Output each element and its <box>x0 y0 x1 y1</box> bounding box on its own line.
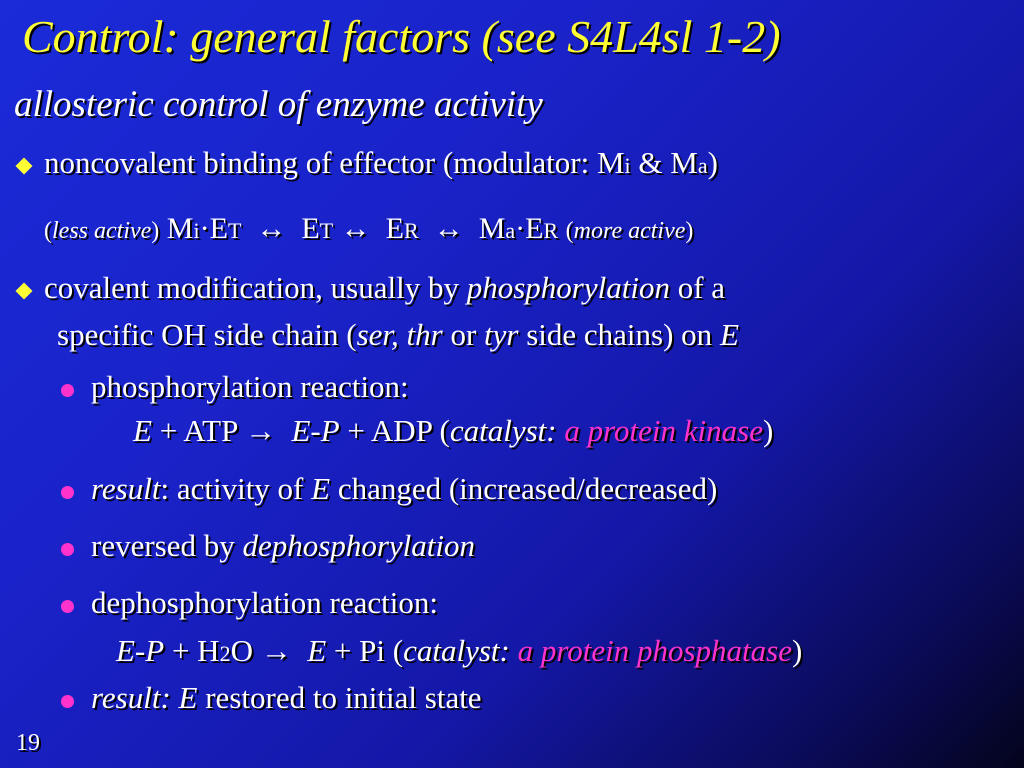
slide-title: Control: general factors (see S4L4sl 1-2) <box>22 11 781 62</box>
sub-phosphorylation-label: phosphorylation reaction: <box>91 369 409 404</box>
arrow-right-icon: → <box>260 633 292 668</box>
dephosphorylation-equation: E-P + H2O → E + Pi (catalyst: a protein phosphatase) <box>116 633 803 668</box>
equilibrium-arrow-icon: ↔ <box>256 212 287 245</box>
bullet-covalent-line2: specific OH side chain (ser, thr or tyr side chains) on E <box>57 317 739 352</box>
equilibrium-arrow-icon: ↔ <box>340 212 371 245</box>
diamond-bullet-icon <box>16 283 33 300</box>
diamond-bullet-icon <box>16 158 33 175</box>
dot-bullet-icon <box>61 543 74 556</box>
equilibrium-equation: (less active) Mi·ET ↔ ET ↔ ER ↔ Ma·ER (more active) <box>44 212 694 245</box>
dot-bullet-icon <box>61 600 74 613</box>
sub-result-restored: result: E restored to initial state <box>91 680 482 715</box>
dot-bullet-icon <box>61 486 74 499</box>
dot-bullet-icon <box>61 384 74 397</box>
sub-reversed: reversed by dephosphorylation <box>91 528 475 563</box>
arrow-right-icon: → <box>244 413 276 448</box>
equilibrium-arrow-icon: ↔ <box>433 212 464 245</box>
phosphorylation-equation: E + ATP → E-P + ADP (catalyst: a protein kinase) <box>133 413 774 448</box>
slide-subtitle: allosteric control of enzyme activity <box>14 84 543 125</box>
dot-bullet-icon <box>61 695 74 708</box>
page-number: 19 <box>16 730 40 756</box>
sub-dephosphorylation-label: dephosphorylation reaction: <box>91 585 438 620</box>
bullet-noncovalent: noncovalent binding of effector (modulator: Mi & Ma) <box>44 145 718 180</box>
bullet-covalent-line1: covalent modification, usually by phosphorylation of a <box>44 270 726 305</box>
sub-result-changed: result: activity of E changed (increased/decreased) <box>91 471 718 506</box>
